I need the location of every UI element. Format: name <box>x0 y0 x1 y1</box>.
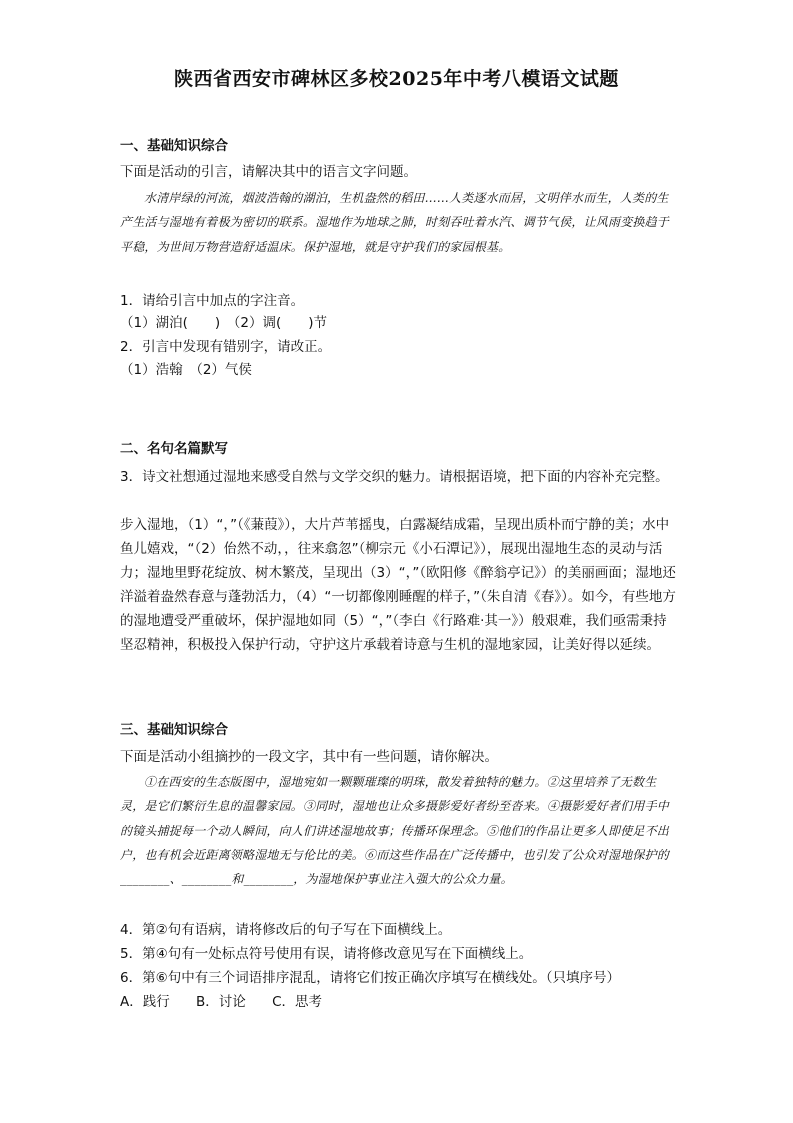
section-2-heading: 二、名句名篇默写 <box>120 441 228 457</box>
section-3-passage: ①在西安的生态版图中，湿地宛如一颗颗璀璨的明珠，散发着独特的魅力。②这里培养了无数生灵，是它们繁衍生息的温馨家园。③同时，湿地也让众多摄影爱好者纷至沓来。④摄影爱好者们用手中的镜头捕捉每一个动人瞬间，向人们讲述湿地故事；传播环保理念。⑤他们的作品让更多人即使足不出户，也有机会近距离领略湿地无与伦比的美。⑥而这些作品在广泛传播中，也引发了公众对湿地保护的________、________和________，为湿地保护事业注入强大的公众力量。 <box>120 775 670 887</box>
question-1-items: （1）湖泊( ) （2）调( )节 <box>120 315 327 331</box>
question-5: 5．第④句有一处标点符号使用有误，请将修改意见写在下面横线上。 <box>120 946 533 962</box>
section-3-intro: 下面是活动小组摘抄的一段文字，其中有一些问题，请你解决。 <box>120 749 498 765</box>
section-3-heading: 三、基础知识综合 <box>120 722 228 738</box>
page-title: 陕西省西安市碑林区多校2025年中考八模语文试题 <box>174 68 619 90</box>
question-2: 2．引言中发现有错别字，请改正。 <box>120 339 332 355</box>
option-b: B．讨论 <box>196 994 246 1010</box>
question-3: 3．诗文社想通过湿地来感受自然与文学交织的魅力。请根据语境，把下面的内容补充完整。 <box>120 469 669 485</box>
section-1-quote: 水清岸绿的河流，烟波浩翰的湖泊，生机盎然的稻田……人类逐水而居，文明伴水而生，人类的生产生活与湿地有着极为密切的联系。湿地作为地球之肺，时刻吞吐着水汽、调节气侯，让风雨变换趋于平稳，为世间万物营造舒适温床。保护湿地，就是守护我们的家园根基。 <box>120 191 670 254</box>
question-1: 1．请给引言中加点的字注音。 <box>120 293 305 309</box>
question-2-items: （1）浩翰 （2）气侯 <box>120 362 252 378</box>
section-2-passage: 步入湿地，（1）“，”（《蒹葭》），大片芦苇摇曳，白露凝结成霜，呈现出质朴而宁静的美；水中鱼儿嬉戏，“（2）佁然不动，，往来翕忽”（柳宗元《小石潭记》），展现出湿地生态的灵动与活力；湿地里野花绽放、树木繁茂，呈现出（3）“，”（欧阳修《醉翁亭记》）的美丽画面；湿地还洋溢着盎然春意与蓬勃活力，（4）“一切都像刚睡醒的样子，”（朱自清《春》）。如今，有些地方的湿地遭受严重破坏，保护湿地如同（5）“，”（李白《行路难·其一》）般艰难，我们亟需秉持坚忍精神，积极投入保护行动，守护这片承载着诗意与生机的湿地家园，让美好得以延续。 <box>120 517 676 653</box>
option-a: A．践行 <box>120 994 170 1010</box>
question-6-options <box>120 990 680 1010</box>
option-c: C．思考 <box>272 994 323 1010</box>
section-1-intro: 下面是活动的引言，请解决其中的语言文字问题。 <box>120 164 417 180</box>
question-4: 4．第②句有语病，请将修改后的句子写在下面横线上。 <box>120 922 452 938</box>
question-6: 6．第⑥句中有三个词语排序混乱，请将它们按正确次序填写在横线处。（只填序号） <box>120 970 620 986</box>
section-1-heading: 一、基础知识综合 <box>120 138 228 154</box>
